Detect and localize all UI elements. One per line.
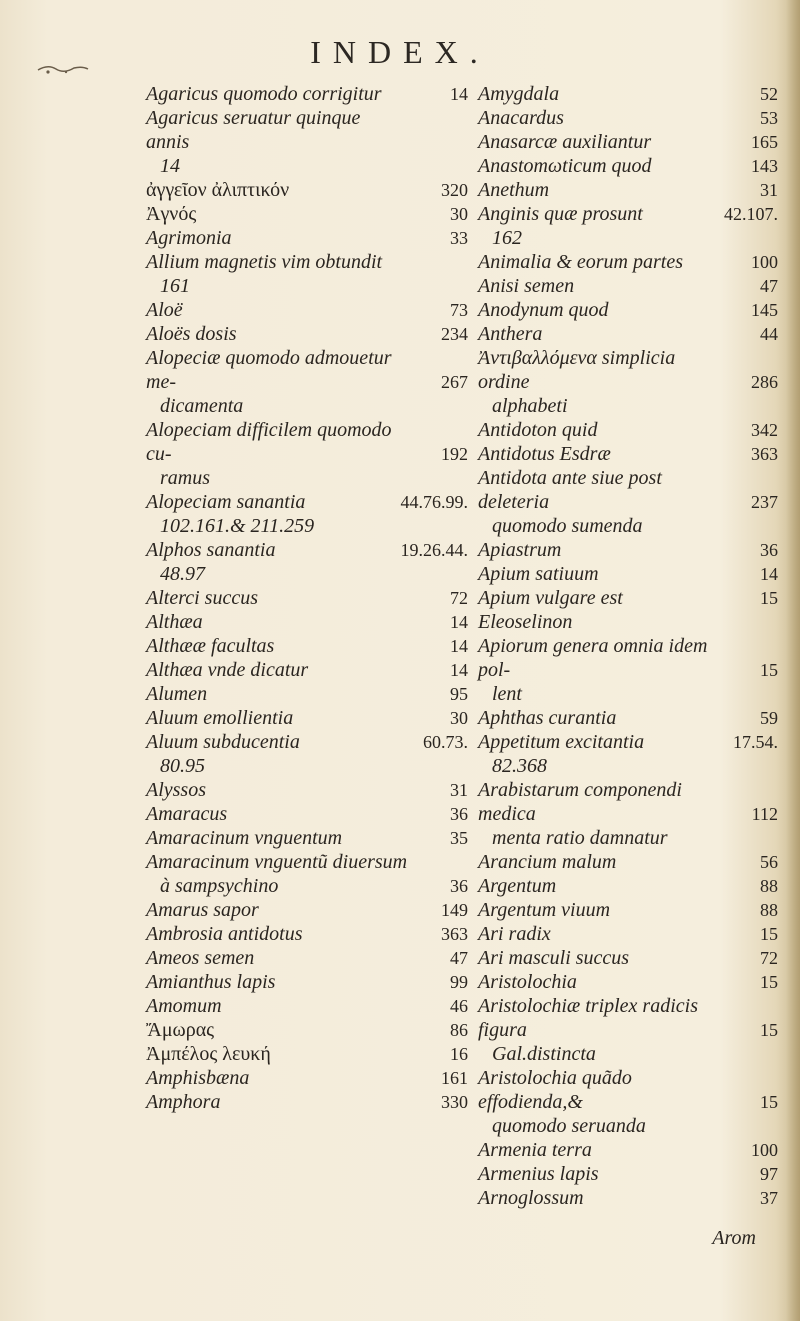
index-entry <box>146 1066 468 1090</box>
index-entry <box>478 970 778 994</box>
entry-pages: 33 <box>450 228 468 248</box>
index-entry <box>478 178 778 202</box>
entry-pages: 52 <box>760 84 778 104</box>
entry-pages: 15 <box>760 1020 778 1040</box>
index-entry <box>146 106 468 178</box>
entry-term: Antidoton quid <box>478 419 598 441</box>
entry-continuation: quomodo sumenda <box>492 515 643 537</box>
entry-term: Aluum subducentia <box>146 731 300 753</box>
entry-pages: 320 <box>441 180 468 200</box>
entry-term: Alphos sanantia <box>146 539 276 561</box>
index-entry <box>478 322 778 346</box>
entry-term: Ἀντιβαλλόμενα simplicia ordine <box>478 347 676 393</box>
entry-continuation: 82.368 <box>492 755 547 777</box>
index-entry <box>478 730 778 778</box>
index-entry <box>478 466 778 538</box>
index-entry <box>478 850 778 874</box>
index-entry <box>146 298 468 322</box>
index-entry <box>478 1066 778 1138</box>
entry-pages: 47 <box>450 948 468 968</box>
index-entry <box>146 970 468 994</box>
entry-term: Anastomωticum quod <box>478 155 652 177</box>
entry-term: Amaracinum vnguentũ diuersum <box>146 851 408 873</box>
entry-term: Aphthas curantia <box>478 707 617 729</box>
index-entry <box>146 490 468 538</box>
entry-pages: 192 <box>441 444 468 464</box>
entry-term: Antidota ante siue post deleteria <box>478 467 662 513</box>
index-entry <box>478 778 778 850</box>
entry-continuation: à sampsychino <box>160 875 279 897</box>
entry-term: Agaricus seruatur quinque annis <box>146 107 361 153</box>
entry-pages: 100 <box>751 1140 778 1160</box>
index-entry <box>478 1138 778 1162</box>
entry-term: Aristolochia quãdo effodienda,& <box>478 1067 632 1113</box>
entry-pages: 14 <box>450 612 468 632</box>
entry-pages: 86 <box>450 1020 468 1040</box>
index-entry <box>478 1162 778 1186</box>
entry-pages: 100 <box>751 252 778 272</box>
index-entry <box>146 1090 468 1114</box>
entry-term: Antidotus Esdræ <box>478 443 611 465</box>
entry-pages: 36 <box>760 540 778 560</box>
entry-pages: 31 <box>450 780 468 800</box>
entry-term: Appetitum excitantia <box>478 731 645 753</box>
entry-term: Armenius lapis <box>478 1163 599 1185</box>
index-entry <box>146 346 468 418</box>
index-entry <box>146 538 468 586</box>
index-entry <box>146 682 468 706</box>
entry-term: Althææ facultas <box>146 635 275 657</box>
index-entry <box>478 298 778 322</box>
entry-continuation: 48.97 <box>160 563 205 585</box>
entry-term: Aristolochia <box>478 971 577 993</box>
index-entry <box>478 706 778 730</box>
entry-term: Aristolochiæ triplex radicis figura <box>478 995 698 1041</box>
entry-pages: 42.107. <box>724 204 778 224</box>
entry-continuation: quomodo seruanda <box>492 1115 646 1137</box>
entry-term: Alopeciam difficilem quomodo cu- <box>146 419 392 465</box>
index-entry <box>478 106 778 130</box>
entry-pages: 342 <box>751 420 778 440</box>
entry-term: Armenia terra <box>478 1139 592 1161</box>
entry-pages: 15 <box>760 972 778 992</box>
entry-pages: 149 <box>441 900 468 920</box>
entry-term: Argentum viuum <box>478 899 611 921</box>
index-entry <box>478 82 778 106</box>
entry-term: Aloë <box>146 299 183 321</box>
entry-term: Apiastrum <box>478 539 562 561</box>
entry-term: Amphora <box>146 1091 221 1113</box>
index-entry <box>478 994 778 1066</box>
entry-term: Aluum emollientia <box>146 707 294 729</box>
index-entry <box>478 442 778 466</box>
index-entry <box>478 130 778 154</box>
index-entry <box>146 250 468 298</box>
entry-pages: 60.73. <box>423 732 468 752</box>
entry-term: Amarus sapor <box>146 899 259 921</box>
entry-term: Amphisbæna <box>146 1067 250 1089</box>
entry-pages: 53 <box>760 108 778 128</box>
entry-pages: 59 <box>760 708 778 728</box>
entry-term: Amomum <box>146 995 222 1017</box>
index-entry <box>478 922 778 946</box>
index-entry <box>478 898 778 922</box>
entry-pages: 237 <box>751 492 778 512</box>
entry-pages: 37 <box>760 1188 778 1208</box>
index-entry <box>146 322 468 346</box>
entry-term: Apiorum genera omnia idem pol- <box>478 635 708 681</box>
entry-term: Aloës dosis <box>146 323 237 345</box>
index-entry <box>146 1042 468 1066</box>
entry-term: Amaracus <box>146 803 228 825</box>
index-entry <box>146 994 468 1018</box>
entry-term: Althæa vnde dicatur <box>146 659 309 681</box>
entry-pages: 286 <box>751 372 778 392</box>
entry-pages: 36 <box>450 804 468 824</box>
entry-term: Anodynum quod <box>478 299 609 321</box>
index-entry <box>146 634 468 658</box>
entry-term: Anasarcæ auxiliantur <box>478 131 652 153</box>
index-entry <box>478 634 778 706</box>
page-title: INDEX. <box>310 34 490 70</box>
entry-continuation: 80.95 <box>160 755 205 777</box>
entry-pages: 14 <box>450 660 468 680</box>
entry-pages: 97 <box>760 1164 778 1184</box>
entry-term: Ἄμωρας <box>146 1019 215 1041</box>
index-entry <box>478 586 778 634</box>
index-entry <box>146 658 468 682</box>
index-entry <box>478 250 778 274</box>
entry-term: Anthera <box>478 323 543 345</box>
index-entry <box>146 1018 468 1042</box>
entry-continuation: menta ratio damnatur <box>492 827 668 849</box>
entry-term: Alopeciam sanantia <box>146 491 306 513</box>
entry-pages: 14 <box>760 564 778 584</box>
index-entry <box>478 274 778 298</box>
entry-term: Anacardus <box>478 107 564 129</box>
entry-pages: 99 <box>450 972 468 992</box>
entry-term: Ari masculi succus <box>478 947 630 969</box>
entry-pages: 30 <box>450 708 468 728</box>
entry-continuation: ramus <box>160 467 211 489</box>
entry-term: Apium satiuum <box>478 563 599 585</box>
entry-pages: 73 <box>450 300 468 320</box>
index-column-right <box>478 82 778 1210</box>
entry-continuation: lent <box>492 683 522 705</box>
entry-pages: 15 <box>760 660 778 680</box>
entry-pages: 112 <box>751 804 778 824</box>
index-entry <box>478 1186 778 1210</box>
index-entry <box>146 778 468 802</box>
index-entry <box>146 610 468 634</box>
index-entry <box>146 178 468 202</box>
index-entry <box>146 850 468 898</box>
entry-pages: 36 <box>450 876 468 896</box>
entry-term: Ambrosia antidotus <box>146 923 303 945</box>
entry-term: Ari radix <box>478 923 551 945</box>
entry-term: Apium vulgare est Eleoselinon <box>478 587 623 633</box>
entry-pages: 363 <box>751 444 778 464</box>
entry-pages: 72 <box>760 948 778 968</box>
entry-pages: 161 <box>441 1068 468 1088</box>
entry-term: Animalia & eorum partes <box>478 251 683 273</box>
index-entry <box>478 346 778 418</box>
entry-pages: 72 <box>450 588 468 608</box>
index-entry <box>146 226 468 250</box>
entry-pages: 35 <box>450 828 468 848</box>
entry-term: Arabistarum componendi medica <box>478 779 682 825</box>
index-entry <box>146 202 468 226</box>
entry-continuation: alphabeti <box>492 395 568 417</box>
entry-pages: 165 <box>751 132 778 152</box>
entry-term: Agrimonia <box>146 227 232 249</box>
entry-term: Amaracinum vnguentum <box>146 827 343 849</box>
index-entry <box>478 154 778 178</box>
entry-pages: 15 <box>760 588 778 608</box>
entry-term: Arancium malum <box>478 851 617 873</box>
entry-term: Alterci succus <box>146 587 259 609</box>
entry-term: Alumen <box>146 683 208 705</box>
entry-term: Argentum <box>478 875 557 897</box>
entry-continuation: 102.161.& 211.259 <box>160 515 315 537</box>
entry-term: Allium magnetis vim obtundit <box>146 251 383 273</box>
entry-continuation: 161 <box>160 275 190 297</box>
entry-term: Ameos semen <box>146 947 255 969</box>
entry-term: Alopeciæ quomodo admouetur me- <box>146 347 392 393</box>
index-entry <box>146 82 468 106</box>
index-entry <box>146 826 468 850</box>
entry-term: Althæa <box>146 611 203 633</box>
entry-term: Ἀμπέλος λευκή <box>146 1043 271 1065</box>
entry-pages: 88 <box>760 876 778 896</box>
index-entry <box>146 730 468 778</box>
entry-pages: 56 <box>760 852 778 872</box>
entry-pages: 16 <box>450 1044 468 1064</box>
index-entry <box>478 562 778 586</box>
entry-pages: 234 <box>441 324 468 344</box>
entry-pages: 30 <box>450 204 468 224</box>
entry-pages: 143 <box>751 156 778 176</box>
entry-continuation: 162 <box>492 227 522 249</box>
entry-term: Ἀγνός <box>146 203 197 225</box>
entry-term: Amygdala <box>478 83 560 105</box>
entry-term: Amianthus lapis <box>146 971 276 993</box>
index-entry <box>146 418 468 490</box>
entry-pages: 46 <box>450 996 468 1016</box>
index-column-left <box>146 82 468 1114</box>
entry-pages: 330 <box>441 1092 468 1112</box>
entry-pages: 88 <box>760 900 778 920</box>
index-entry <box>146 898 468 922</box>
index-entry <box>146 802 468 826</box>
entry-pages: 44.76.99. <box>400 492 468 512</box>
index-entry <box>478 946 778 970</box>
entry-term: ἀγγεῖον ἀλιπτικόν <box>146 179 290 201</box>
entry-term: Anisi semen <box>478 275 575 297</box>
index-entry <box>146 706 468 730</box>
index-entry <box>146 946 468 970</box>
entry-pages: 47 <box>760 276 778 296</box>
entry-term: Agaricus quomodo corrigitur <box>146 83 382 105</box>
entry-pages: 15 <box>760 1092 778 1112</box>
entry-pages: 17.54. <box>733 732 778 752</box>
index-entry <box>478 418 778 442</box>
entry-pages: 31 <box>760 180 778 200</box>
entry-term: Alyssos <box>146 779 206 801</box>
entry-pages: 14 <box>450 636 468 656</box>
entry-term: Anethum <box>478 179 550 201</box>
index-entry <box>478 202 778 250</box>
entry-term: Arnoglossum <box>478 1187 584 1209</box>
entry-pages: 95 <box>450 684 468 704</box>
entry-pages: 19.26.44. <box>400 540 468 560</box>
entry-continuation: Gal.distincta <box>492 1043 596 1065</box>
entry-pages: 267 <box>441 372 468 392</box>
entry-pages: 145 <box>751 300 778 320</box>
entry-continuation: dicamenta <box>160 395 244 417</box>
entry-pages: 363 <box>441 924 468 944</box>
index-entry <box>146 586 468 610</box>
entry-pages: 14 <box>450 84 468 104</box>
index-entry <box>478 538 778 562</box>
catchword: Arom <box>712 1227 756 1249</box>
entry-continuation: 14 <box>160 155 180 177</box>
entry-pages: 44 <box>760 324 778 344</box>
index-entry <box>478 874 778 898</box>
entry-term: Anginis quæ prosunt <box>478 203 643 225</box>
index-entry <box>146 922 468 946</box>
entry-pages: 15 <box>760 924 778 944</box>
